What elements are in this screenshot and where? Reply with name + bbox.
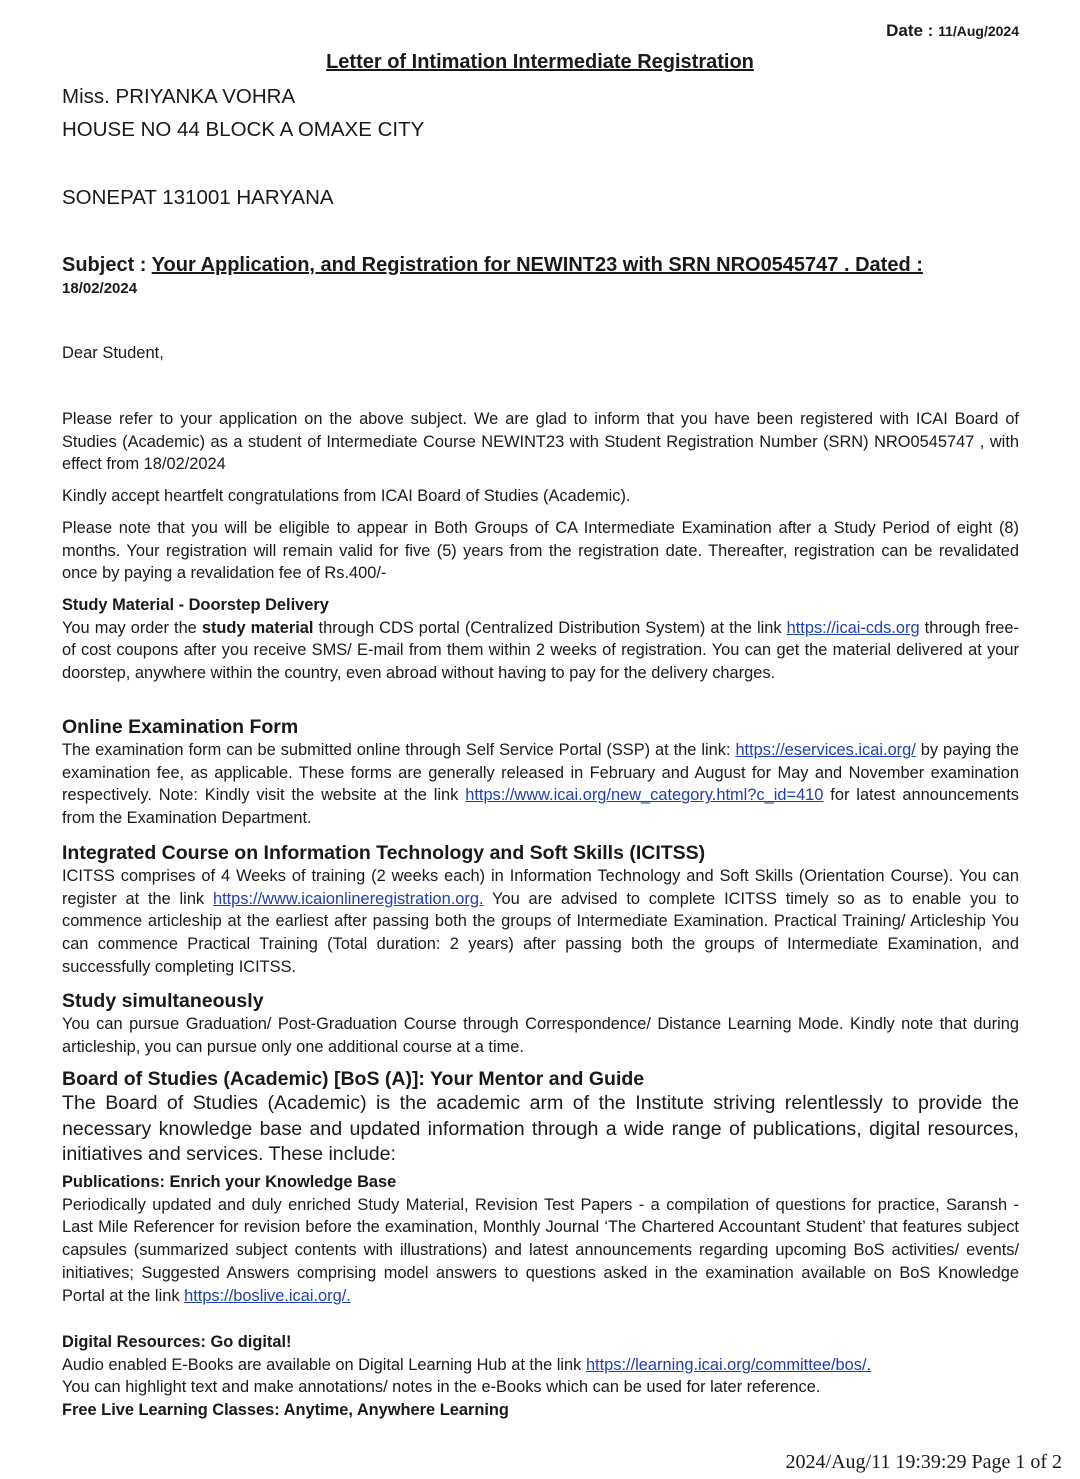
subject-date: 18/02/2024 xyxy=(62,280,138,297)
bos-section xyxy=(62,1067,1019,1168)
exam-announcements-link[interactable]: https://www.icai.org/new_category.html?c_id=410 xyxy=(465,786,824,805)
exam-form-text-c: for latest announcements from the Examination Department. xyxy=(62,786,1019,828)
study-material-bold: study material xyxy=(201,618,314,637)
eservices-link[interactable]: https://eservices.icai.org/ xyxy=(735,741,916,759)
digital-resources-heading: Digital Resources: Go digital! xyxy=(62,1333,292,1351)
footer-timestamp: 2024/Aug/11 19:39:29 xyxy=(785,1451,967,1473)
bos-heading: Board of Studies (Academic) [BoS (A)]: Your Mentor and Guide xyxy=(62,1068,645,1090)
digital-text-a: Audio enabled E-Books are available on Digital Learning Hub at the link xyxy=(62,1355,586,1374)
exam-form-text xyxy=(62,739,1019,830)
exam-form-text-a: The examination form can be submitted online through Self Service Portal (SSP) at the link: xyxy=(62,741,736,759)
exam-form-heading: Online Examination Form xyxy=(62,716,299,738)
study-simultaneously-heading: Study simultaneously xyxy=(62,990,264,1012)
learning-hub-link[interactable]: https://learning.icai.org/committee/bos/. xyxy=(585,1355,872,1374)
subject-line xyxy=(62,254,1022,277)
publications-text xyxy=(62,1194,1019,1308)
publications-section xyxy=(62,1171,1019,1307)
publications-text-body: Periodically updated and duly enriched Study Material, Revision Test Papers - a compilation of questions for practice, Saransh - Last Mile Referencer for revision before the examination, Monthly Journal ‘The Chartered Accountant Student’ that features subject capsules (summarized subject contents with illustrations) and latest announcements regarding upcoming BoS activities/ events/ initiatives; Suggested Answers comprising model answers to questions asked in the examination available on BoS Knowledge Portal at the link xyxy=(62,1195,1019,1305)
study-material-heading: Study Material - Doorstep Delivery xyxy=(62,596,329,614)
study-simultaneously-section xyxy=(62,989,1019,1058)
intro-paragraph: Please refer to your application on the above subject. We are glad to inform that you have been registered with ICAI Board of Studies (Academic) as a student of Intermediate Course NEWINT23 with Student Registration Number (SRN) NRO0545747 , with effect from 18/02/2024 xyxy=(62,410,1019,474)
live-classes-heading: Free Live Learning Classes: Anytime, Anywhere Learning xyxy=(62,1401,509,1420)
recipient-name: Miss. PRIYANKA VOHRA xyxy=(62,85,296,108)
publications-heading: Publications: Enrich your Knowledge Base xyxy=(62,1173,397,1191)
boslive-link[interactable]: https://boslive.icai.org/. xyxy=(184,1286,351,1305)
eligibility-paragraph: Please note that you will be eligible to appear in Both Groups of CA Intermediate Examination after a Study Period of eight (8) months. Your registration will remain valid for five (5) years from the registration date. Thereafter, registration can be revalidated once by paying a revalidation fee of Rs.400/- xyxy=(62,519,1019,583)
exam-form-section xyxy=(62,715,1019,830)
digital-resources-section xyxy=(62,1331,1019,1422)
study-material-text xyxy=(62,617,1019,685)
icitss-text xyxy=(62,865,1019,979)
bos-text: The Board of Studies (Academic) is the academic arm of the Institute striving relentlessly to provide the necessary knowledge base and updated information through a wide range of publications, digital resources, initiatives and services. These include: xyxy=(62,1092,1019,1166)
congratulations-paragraph: Kindly accept heartfelt congratulations from ICAI Board of Studies (Academic). xyxy=(62,487,631,505)
digital-resources-text-2: You can highlight text and make annotations/ notes in the e-Books which can be used for later reference. xyxy=(62,1378,821,1397)
date-label: Date : xyxy=(886,21,934,40)
cds-portal-link[interactable]: https://icai-cds.org xyxy=(786,618,920,637)
icitss-heading: Integrated Course on Information Technology and Soft Skills (ICITSS) xyxy=(62,842,706,864)
recipient-address-line1: HOUSE NO 44 BLOCK A OMAXE CITY xyxy=(62,118,425,141)
icitss-registration-link[interactable]: https://www.icaionlineregistration.org. xyxy=(212,889,484,908)
letter-title: Letter of Intimation Intermediate Registration xyxy=(326,51,754,73)
study-simultaneously-text: You can pursue Graduation/ Post-Graduation Course through Correspondence/ Distance Learning Mode. Kindly note that during articleship, you can pursue only one additional course at a time. xyxy=(62,1015,1019,1056)
study-material-text-c: through free-of cost coupons after you receive SMS/ E-mail from them within 2 weeks of registration. You can get the material delivered at your doorstep, anywhere within the country, even abroad without having to pay for the delivery charges. xyxy=(62,618,1019,683)
study-material-section xyxy=(62,594,1019,685)
study-material-text-b: through CDS portal (Centralized Distribution System) at the link xyxy=(313,618,787,637)
recipient-address-line2: SONEPAT 131001 HARYANA xyxy=(62,186,334,209)
subject-text: Your Application, and Registration for NEWINT23 with SRN NRO0545747 . Dated : xyxy=(151,254,923,276)
icitss-text-a: ICITSS comprises of 4 Weeks of training (2 weeks each) in Information Technology and Soft Skills (Orientation Course). You can register at the link xyxy=(62,867,1019,908)
study-material-text-a: You may order the xyxy=(62,618,202,637)
digital-resources-text xyxy=(62,1354,1019,1377)
icitss-section xyxy=(62,841,1019,979)
page-footer xyxy=(786,1451,1062,1474)
letter-date xyxy=(886,21,1019,41)
exam-form-text-b: by paying the examination fee, as applicable. These forms are generally released in February and August for May and November examination respectively. Note: Kindly visit the website at the link xyxy=(62,741,1019,805)
icitss-text-b: You are advised to complete ICITSS timely so as to enable you to commence articleship at the earliest after passing both the groups of Intermediate Examination. Practical Training/ Articleship You can commence Practical Training (Total duration: 2 years) after passing both the groups of Intermediate Examination, and successfully completing ICITSS. xyxy=(62,889,1020,976)
footer-page-number: Page 1 of 2 xyxy=(971,1451,1062,1473)
subject-label: Subject : xyxy=(62,254,147,276)
date-value: 11/Aug/2024 xyxy=(938,23,1019,39)
greeting: Dear Student, xyxy=(62,344,164,362)
